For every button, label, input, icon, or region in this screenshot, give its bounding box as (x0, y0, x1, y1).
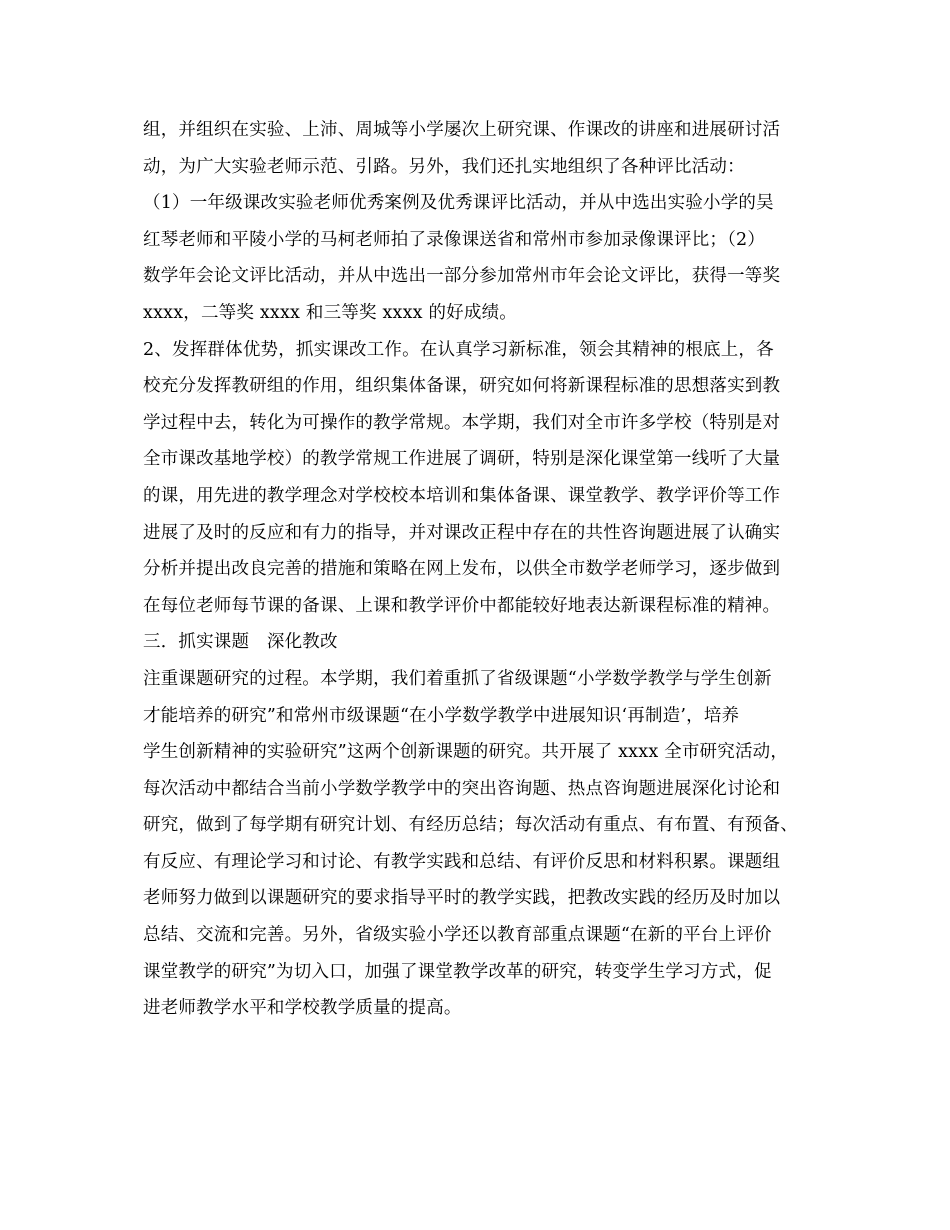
text-line: 研究，做到了每学期有研究计划、有经历总结；每次活动有重点、有布置、有预备、 (143, 815, 798, 836)
text-line: 校充分发挥教研组的作用，组织集体备课，研究如何将新课程标准的思想落实到教 (143, 376, 781, 397)
text-line: 的课，用先进的教学理念对学校校本培训和集体备课、课堂教学、教学评价等工作 (143, 485, 781, 506)
text-line: 学生创新精神的实验研究”这两个创新课题的研究。共开展了 xxxx 全市研究活动， (143, 742, 789, 763)
text-line: 每次活动中都结合当前小学数学教学中的突出咨询题、热点咨询题进展深化讨论和 (143, 778, 781, 799)
text-line: 进老师教学水平和学校教学质量的提高。 (143, 998, 462, 1019)
text-line: 有反应、有理论学习和讨论、有教学实践和总结、有评价反思和材料积累。课题组 (143, 851, 781, 872)
section-heading: 三．抓实课题 深化教改 (143, 632, 338, 653)
text-line: 数学年会论文评比活动，并从中选出一部分参加常州市年会论文评比，获得一等奖 (143, 266, 781, 287)
text-line: 红琴老师和平陵小学的马柯老师拍了录像课送省和常州市参加录像课评比；（2） (143, 229, 766, 250)
text-line: 总结、交流和完善。另外，省级实验小学还以教育部重点课题“在新的平台上评价 (143, 925, 772, 946)
text-line: 才能培养的研究”和常州市级课题“在小学数学教学中进展知识‘再制造’，培养 (143, 705, 740, 726)
text-line: 课堂教学的研究”为切入口，加强了课堂教学改革的研究，转变学生学习方式，促 (143, 961, 772, 982)
text-line: 学过程中去，转化为可操作的教学常规。本学期，我们对全市许多学校（特别是对 (143, 412, 781, 433)
text-line: 全市课改基地学校）的教学常规工作进展了调研，特别是深化课堂第一线听了大量 (143, 449, 781, 470)
text-line: 进展了及时的反应和有力的指导，并对课改正程中存在的共性咨询题进展了认确实 (143, 522, 781, 543)
text-line: 动，为广大实验老师示范、引路。另外，我们还扎实地组织了各种评比活动： (143, 156, 745, 177)
text-line: 分析并提出改良完善的措施和策略在网上发布，以供全市数学老师学习，逐步做到 (143, 559, 781, 580)
text-line: （1）一年级课改实验老师优秀案例及优秀课评比活动，并从中选出实验小学的吴 (143, 193, 774, 214)
text-line: 老师努力做到以课题研究的要求指导平时的教学实践，把教改实践的经历及时加以 (143, 888, 781, 909)
text-line: xxxx，二等奖 xxxx 和三等奖 xxxx 的好成绩。 (143, 302, 517, 323)
text-line: 在每位老师每节课的备课、上课和教学评价中都能较好地表达新课程标准的精神。 (143, 595, 781, 616)
text-line: 注重课题研究的过程。本学期，我们着重抓了省级课题“小学数学教学与学生创新 (143, 668, 772, 689)
text-line: 组，并组织在实验、上沛、周城等小学屡次上研究课、作课改的讲座和进展研讨活 (143, 120, 781, 140)
text-line: 2、发挥群体优势，抓实课改工作。在认真学习新标准，领会其精神的根底上，各 (143, 339, 774, 360)
body-text (143, 112, 823, 1027)
